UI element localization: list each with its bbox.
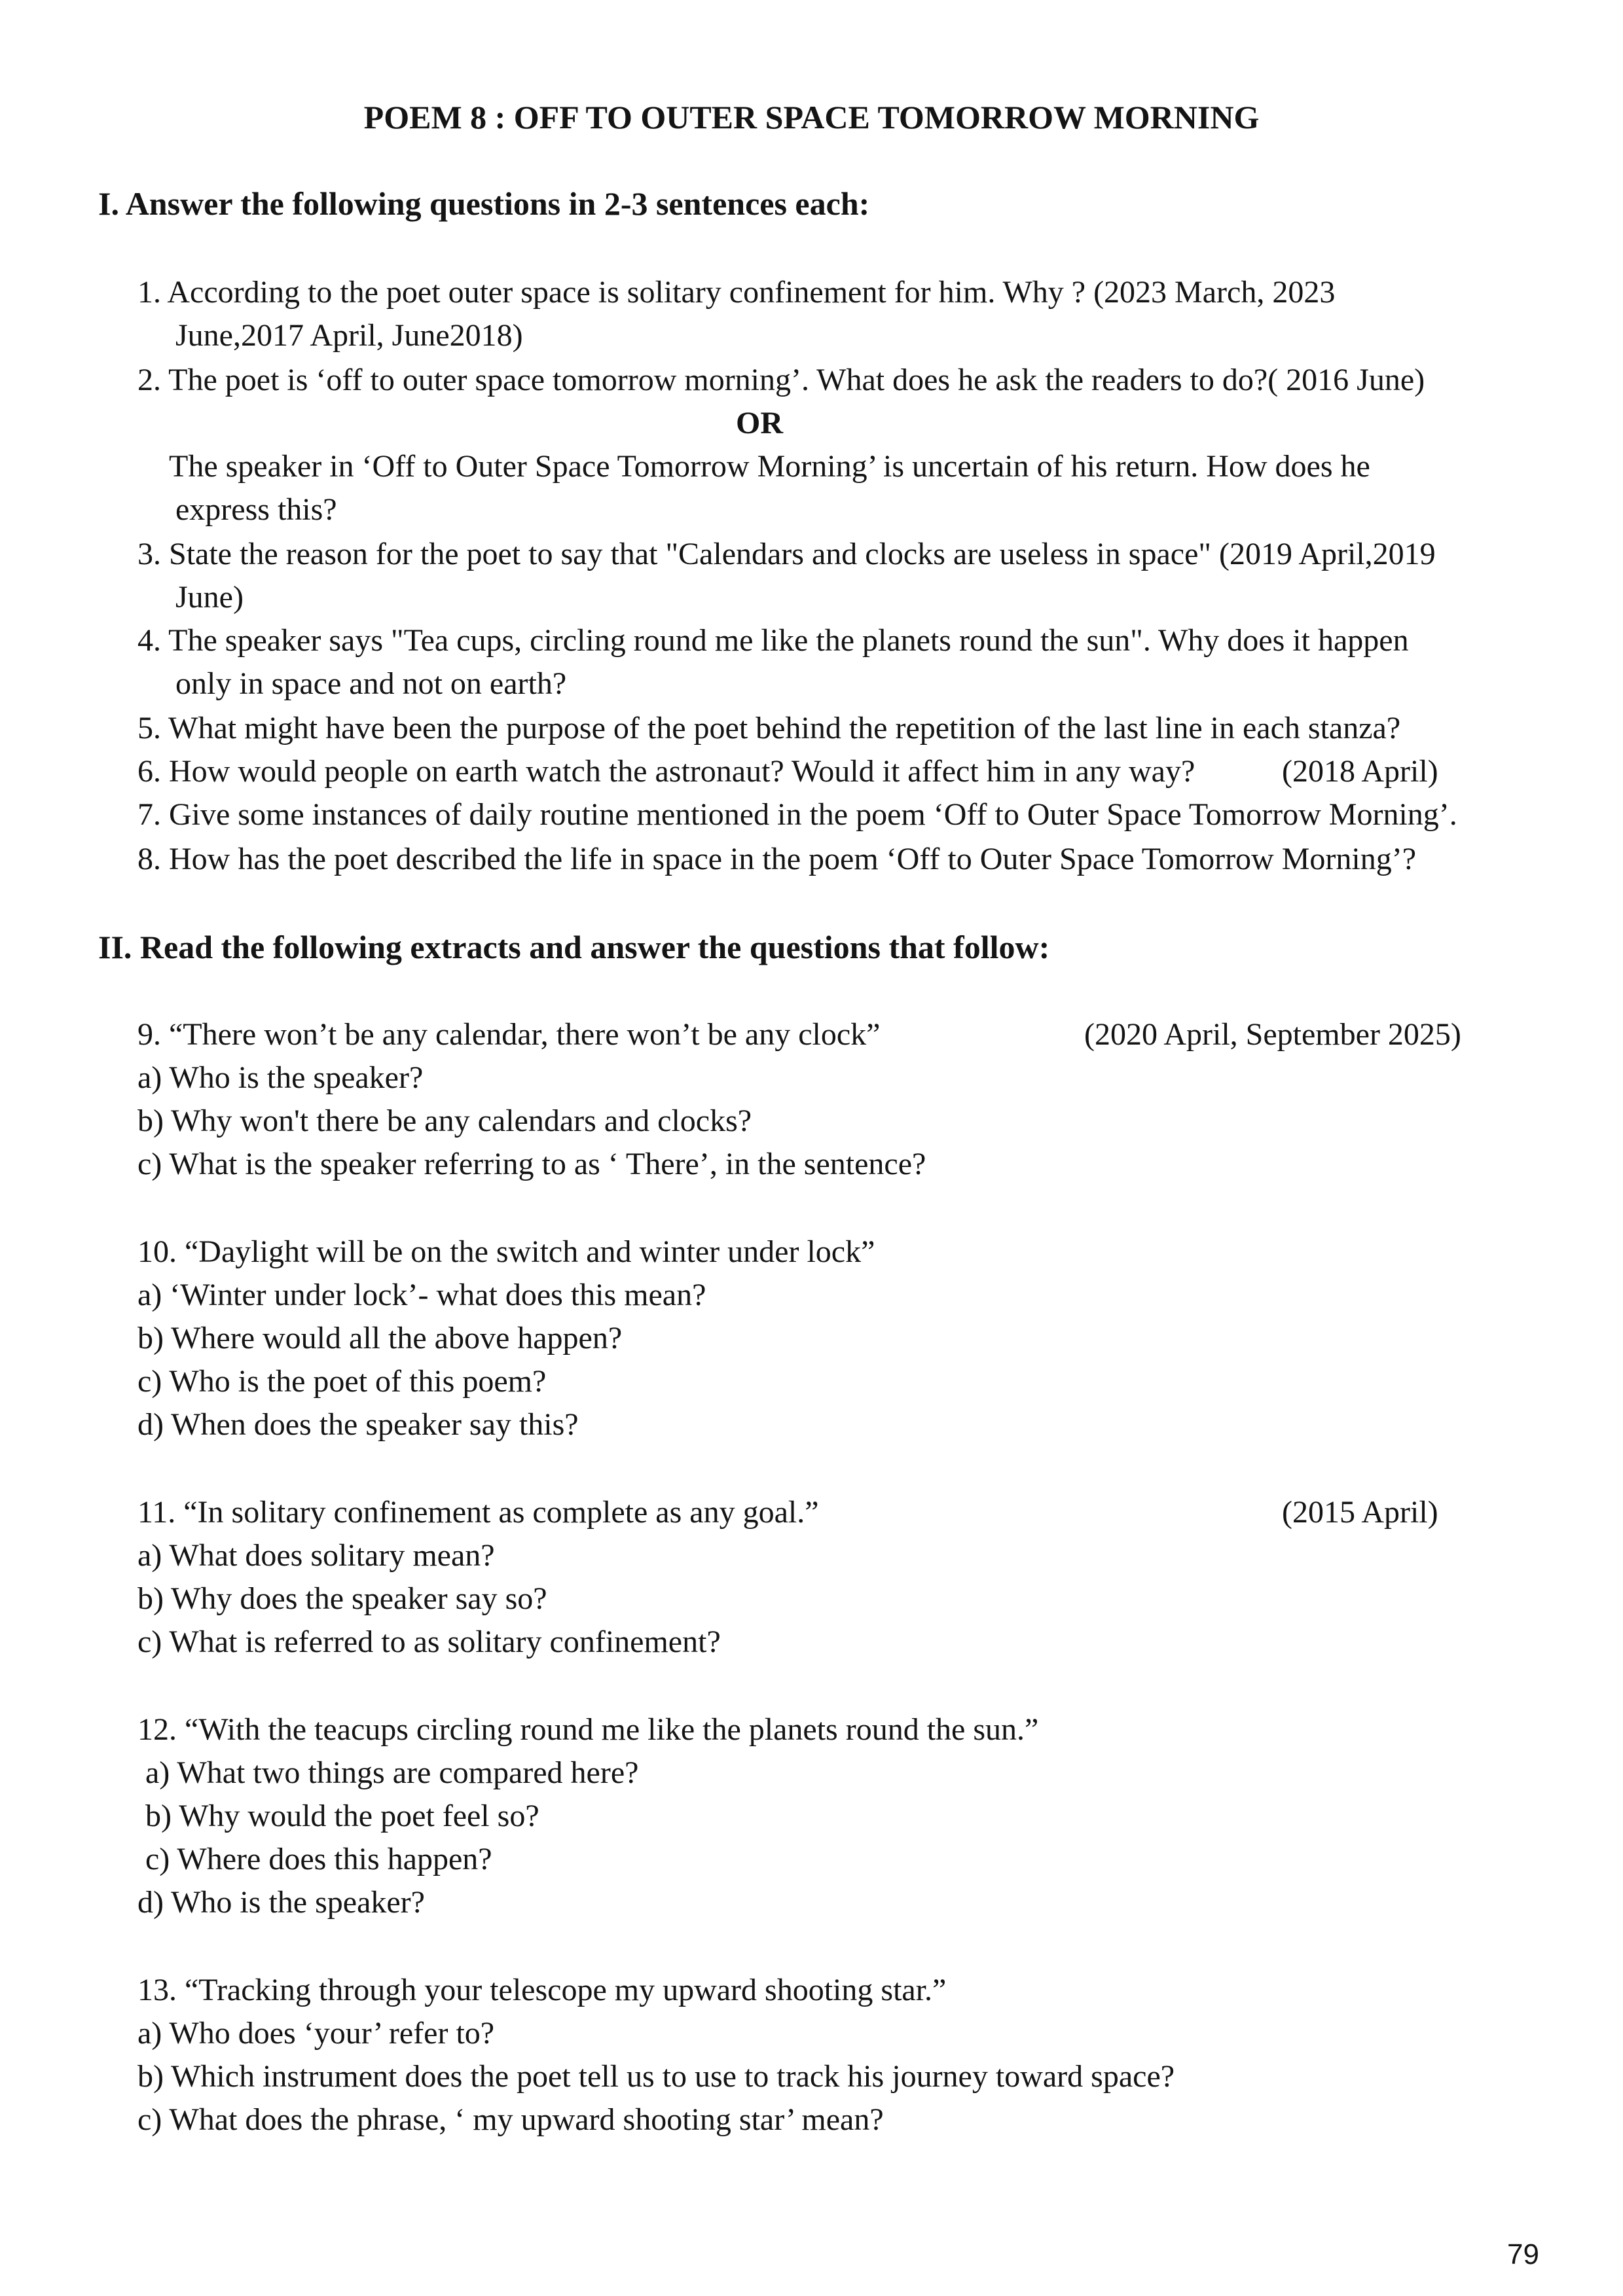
question-5: 5. What might have been the purpose of the poet behind the repetition of the last line in each stanza? (137, 711, 1401, 745)
question-12-part-a: a) What two things are compared here? (145, 1755, 639, 1790)
question-9-year: (2020 April, September 2025) (1084, 1017, 1461, 1052)
question-2-line-1: 2. The poet is ‘off to outer space tomorrow morning’. What does he ask the readers to do?( 2016 June) (137, 363, 1425, 397)
section-2-heading: II. Read the following extracts and answer the questions that follow: (98, 929, 1050, 965)
question-10-quote: 10. “Daylight will be on the switch and winter under lock” (137, 1234, 875, 1269)
question-3-line-2: June) (175, 580, 244, 615)
question-11-quote: 11. “In solitary confinement as complete as any goal.” (137, 1495, 819, 1530)
question-12-part-c: c) Where does this happen? (145, 1842, 492, 1876)
or-label: OR (736, 406, 783, 440)
question-7: 7. Give some instances of daily routine mentioned in the poem ‘Off to Outer Space Tomorrow Morning’. (137, 797, 1457, 832)
question-4-line-1: 4. The speaker says "Tea cups, circling round me like the planets round the sun". Why does it happen (137, 623, 1409, 658)
section-1-heading: I. Answer the following questions in 2-3 sentences each: (98, 185, 870, 222)
question-9-quote: 9. “There won’t be any calendar, there won’t be any clock” (137, 1017, 881, 1052)
question-13-part-a: a) Who does ‘your’ refer to? (137, 2016, 495, 2051)
question-6-year: (2018 April) (1282, 754, 1438, 789)
question-12-quote: 12. “With the teacups circling round me like the planets round the sun.” (137, 1712, 1039, 1747)
page-number: 79 (1507, 2238, 1539, 2270)
question-4-line-2: only in space and not on earth? (175, 666, 567, 701)
question-11-part-b: b) Why does the speaker say so? (137, 1581, 547, 1616)
question-1-line-1: 1. According to the poet outer space is solitary confinement for him. Why ? (2023 March, 2023 (137, 275, 1336, 310)
question-9-part-c: c) What is the speaker referring to as ‘ There’, in the sentence? (137, 1147, 926, 1181)
question-10-part-b: b) Where would all the above happen? (137, 1321, 623, 1355)
question-1-line-2: June,2017 April, June2018) (175, 318, 523, 353)
question-11-part-a: a) What does solitary mean? (137, 1538, 495, 1573)
question-12-part-b: b) Why would the poet feel so? (145, 1799, 539, 1833)
question-11-year: (2015 April) (1282, 1495, 1438, 1530)
question-13-quote: 13. “Tracking through your telescope my upward shooting star.” (137, 1973, 947, 2007)
question-9-part-a: a) Who is the speaker? (137, 1060, 424, 1095)
question-10-part-c: c) Who is the poet of this poem? (137, 1364, 547, 1399)
question-8: 8. How has the poet described the life in space in the poem ‘Off to Outer Space Tomorrow Morning’? (137, 842, 1416, 876)
question-10-part-a: a) ‘Winter under lock’- what does this mean? (137, 1278, 706, 1312)
question-2-alt-line-2: express this? (175, 492, 337, 527)
question-3-line-1: 3. State the reason for the poet to say that "Calendars and clocks are useless in space" (2019 April,2019 (137, 537, 1436, 571)
question-12-part-d: d) Who is the speaker? (137, 1885, 425, 1920)
question-11-part-c: c) What is referred to as solitary confinement? (137, 1624, 721, 1659)
page-title: POEM 8 : OFF TO OUTER SPACE TOMORROW MORNING (363, 99, 1260, 135)
question-2-alt-line-1: The speaker in ‘Off to Outer Space Tomorrow Morning’ is uncertain of his return. How does he (169, 449, 1370, 484)
question-13-part-b: b) Which instrument does the poet tell us to use to track his journey toward space? (137, 2059, 1175, 2094)
question-6: 6. How would people on earth watch the astronaut? Would it affect him in any way? (137, 754, 1195, 789)
question-9-part-b: b) Why won't there be any calendars and clocks? (137, 1103, 752, 1138)
question-10-part-d: d) When does the speaker say this? (137, 1407, 579, 1442)
question-13-part-c: c) What does the phrase, ‘ my upward shooting star’ mean? (137, 2102, 884, 2137)
